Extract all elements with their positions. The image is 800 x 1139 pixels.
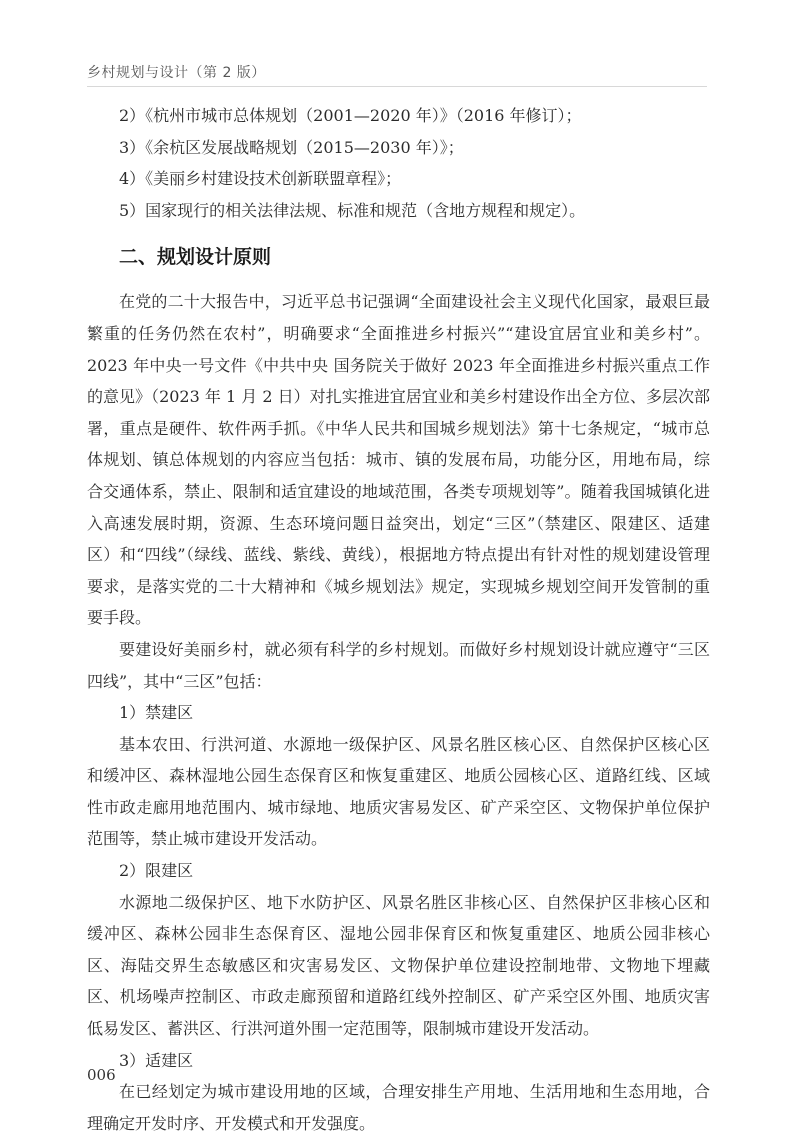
- page-body: [87, 100, 710, 1139]
- body-paragraph-intro: 要建设好美丽乡村，就必须有科学的乡村规划。而做好乡村规划设计就应遵守“三区四线”，其中“三区”包括：: [87, 639, 710, 691]
- subheading-prohibited-zone: 1）禁建区: [119, 703, 194, 723]
- section-heading: 二、规划设计原则: [119, 246, 272, 269]
- body-paragraph-policy: 在党的二十大报告中，习近平总书记强调“全面建设社会主义现代化国家，最艰巨最繁重的任务仍然在农村”，明确要求“全面推进乡村振兴”“建设宜居宜业和美乡村”。2023 年中央一号文件《中共中央 国务院关于做好 2023 年全面推进乡村振兴重点工作的意见》（2023 年 1 月 2 日）对扎实推进宜居宜业和美乡村建设作出全方位、多层次部署，重点是硬件、软件两手抓。《中华人民共和国城乡规划法》第十七条规定，“城市总体规划、镇总体规划的内容应当包括：城市、镇的发展布局，功能分区，用地布局，综合交通体系，禁止、限制和适宜建设的地域范围，各类专项规划等”。随着我国城镇化进入高速发展时期，资源、生态环境问题日益突出，划定“三区”（禁建区、限建区、适建区）和“四线”（绿线、蓝线、紫线、黄线），根据地方特点提出有针对性的规划建设管理要求，是落实党的二十大精神和《城乡规划法》规定，实现城乡规划空间开发管制的重要手段。: [87, 292, 710, 628]
- running-title: 乡村规划与设计（第 2 版）: [87, 65, 266, 81]
- subheading-suitable-zone: 3）适建区: [119, 1050, 194, 1070]
- reference-item: 4）《美丽乡村建设技术创新联盟章程》；: [119, 169, 402, 189]
- reference-item: 3）《余杭区发展战略规划（2015—2030 年）》；: [119, 137, 464, 157]
- body-paragraph-prohibited: 基本农田、行洪河道、水源地一级保护区、风景名胜区核心区、自然保护区核心区和缓冲区、森林湿地公园生态保育区和恢复重建区、地质公园核心区、道路红线、区域性市政走廊用地范围内、城市绿地、地质灾害易发区、矿产采空区、文物保护单位保护范围等，禁止城市建设开发活动。: [87, 734, 710, 849]
- reference-item: 5）国家现行的相关法律法规、标准和规范（含地方规程和规定）。: [119, 200, 586, 220]
- body-paragraph-suitable: 在已经划定为城市建设用地的区域，合理安排生产用地、生活用地和生态用地，合理确定开发时序、开发模式和开发强度。: [87, 1082, 710, 1133]
- body-paragraph-restricted: 水源地二级保护区、地下水防护区、风景名胜区非核心区、自然保护区非核心区和缓冲区、森林公园非生态保育区、湿地公园非保育区和恢复重建区、地质公园非核心区、海陆交界生态敏感区和灾害易发区、文物保护单位建设控制地带、文物地下埋藏区、机场噪声控制区、市政走廊预留和道路红线外控制区、矿产采空区外围、地质灾害低易发区、蓄洪区、行洪河道外围一定范围等，限制城市建设开发活动。: [87, 892, 710, 1039]
- subheading-restricted-zone: 2）限建区: [119, 861, 194, 881]
- page-number: 006: [87, 1066, 116, 1084]
- header-divider: [87, 86, 707, 87]
- reference-item: 2）《杭州市城市总体规划（2001—2020 年）》（2016 年修订）；: [119, 106, 582, 125]
